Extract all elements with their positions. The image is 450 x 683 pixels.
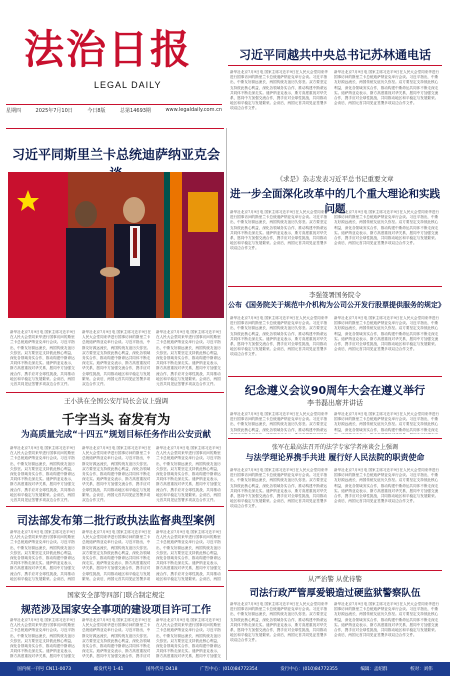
headline-ministry-justice-cases[interactable]: 司法部发布第二批行政执法监督典型案例: [17, 514, 215, 527]
headline-supreme-court[interactable]: 与法学理论界携手共进 履行好人民法院的职责使命: [245, 453, 425, 462]
footer-editor: 编辑：孟绍群: [360, 667, 388, 672]
article-text: 新华社北京7月9日电 国家主席习近平9日在人民大会堂同来华进行国事访问的斯里兰卡总统迪萨纳亚克举行会谈。习近平指出，中斯友好源远流长，两国传统友谊历久弥坚。双方要坚定支持彼此核心利益，深化各领域务实合作，推动构建中斯命运共同体不断走深走实。迪萨纳亚克表示，斯方高度重视对华关系，愿同中方加强交流合作，携手应对全球性挑战，共同推动地区和平稳定与发展繁荣。会谈后，两国元首共同见证签署多项双边合作文件。: [156, 446, 222, 502]
headline-public-security-a[interactable]: 千字当头 奋发有为: [61, 413, 171, 428]
article-text: 新华社北京7月9日电 国家主席习近平9日在人民大会堂同来华进行国事访问的斯里兰卡总统迪萨纳亚克举行会谈。习近平指出，中斯友好源远流长，两国传统友谊历久弥坚。双方要坚定支持彼此核心利益，深化各领域务实合作，推动构建中斯命运共同体不断走深走实。迪萨纳亚克表示，斯方高度重视对华关系，愿同中方加强交流合作，携手应对全球性挑战，共同推动地区和平稳定与发展繁荣。会谈后，两国元首共同见证签署多项双边合作文件。: [82, 330, 152, 387]
article-text: 新华社北京7月9日电 国家主席习近平9日在人民大会堂同来华进行国事访问的斯里兰卡总统迪萨纳亚克举行会谈。习近平指出，中斯友好源远流长，两国传统友谊历久弥坚。双方要坚定支持彼此核心利益，深化各领域务实合作，推动构建中斯命运共同体不断走深走实。迪萨纳亚克表示，斯方高度重视对华关系，愿同中方加强交: [10, 618, 76, 658]
article-text: 新华社北京7月9日电 国家主席习近平9日在人民大会堂同来华进行国事访问的斯里兰卡总统迪萨纳亚克举行会谈。习近平指出，中斯友好源远流长，两国传统友谊历久弥坚。双方要坚定支持彼此核心利益，深化各领域务实合作，推动构建中斯命运: [230, 412, 328, 432]
article-text: 新华社北京7月9日电 国家主席习近平9日在人民大会堂同来华进行国事访问的斯里兰卡总统迪萨纳亚克举行会谈。习近平指出，中斯友好源远流长，两国传统友谊历久弥坚。双方要坚定支持彼此核心利益，深化各领域务实合作，推动构建中斯命运共同体不断走深走实。迪萨纳亚克表示，斯方高度重视对华关系，愿同中方加强交流合作，携手应对全球性挑战，共同推动地区和平稳定与发展繁荣。会谈后，两国元首共同见证签署多项双边合作文件。: [334, 70, 440, 106]
kicker-wang-xiaohong: 王小洪在全国公安厅局长会议上强调: [64, 397, 168, 405]
article-text: 新华社北京7月9日电 国家主席习近平9日在人民大会堂同来华进行国事访问的斯里兰卡总统迪萨纳亚克举行会谈。习近平指出，中斯友好源远流长，两国传统友谊历久弥坚。双方要坚定支持彼此核心利益，深化各领域务实合作，推动构建中斯命运共同体不断走深走实。迪萨纳亚克表示，斯方高度重视对华关系，愿同中方加强交流合作，携手应对全球性挑战，共同推动地区和平稳定与发展繁荣。会谈后，两国元首共同见证签署多项双边合作文件。: [334, 316, 440, 352]
weekday: 星期四: [6, 108, 22, 114]
kicker-state-security: 国家安全部等四部门联合制定规定: [67, 591, 165, 599]
headline-national-security-projects[interactable]: 规范涉及国家安全事项的建设项目许可工作: [21, 605, 211, 616]
headline-qiushi-article[interactable]: 进一步全面深化改革中的几个重大理论和实践问题: [230, 188, 440, 215]
footer-cn: 国内统一刊号 CN11-0073: [17, 667, 72, 672]
kicker-zhang-jun: 张军在最高法召开的法学专家学者座谈会上强调: [271, 444, 398, 451]
article-text: 新华社北京7月9日电 国家主席习近平9日在人民大会堂同来华进行国事访问的斯里兰卡总统迪萨纳亚克举行会谈。习近平指出，中斯友好源远流长，两国传统友谊历久弥坚。双方要坚定支持彼此核心利益，深化各领域务实合作，推动构建中斯命运共同体不断走深走实。迪萨纳亚克表示，斯方高度重视对华关系，愿同中方加强交流合作，携手应对全球性挑战，共同推动地区和平稳定与发展繁荣。会谈后，两国元首共同见证签署多项双边合作文件。: [334, 210, 440, 246]
article-text: 新华社北京7月9日电 国家主席习近平9日在人民大会堂同来华进行国事访问的斯里兰卡总统迪萨纳亚克举行会谈。习近平指出，中斯友好源远流长，两国传统友谊历久弥坚。双方要坚定支持彼此核心利益，深化各领域务实合作，推动构建中斯命运共同体不断走深走实。迪萨纳亚克表示，斯方高度重视对华关系，愿同中方加强交流合作，携手应对: [82, 618, 152, 658]
kicker-li-qiang: 李强签署国务院令: [309, 291, 361, 299]
masthead: [6, 4, 222, 122]
footer-ad: 广告中心：(010)84772354: [200, 667, 258, 672]
footer-proof: 校对：刘伟: [410, 667, 433, 672]
article-text: 新华社北京7月9日电 国家主席习近平9日在人民大会堂同来华进行国事访问的斯里兰卡总统迪萨纳亚克举行会谈。习近平指出，中斯友好源远流长，两国传统友谊历久弥坚。双方要坚定支持彼此核心利益，深化各领域务实合作，推动构建中斯命运共同体不断走深走实。迪萨纳亚克表示，斯方高度重视对华关系，愿同中方加强交流合作，携手应对全球性挑战，共同推动地区和平稳定与发展繁荣。会谈后，两国元首共同见证签署多项双边合作文件。: [230, 316, 328, 357]
article-text: 新华社北京7月9日电 国家主席习近平9日在人民大会堂同来华进行国事访问的斯里兰卡总统迪萨纳亚克举行会谈。习近平指出，中斯友好源远流长，两国传统友谊历久弥坚。双方要坚定支持彼此核心利益，深化各领域务实合作，推动构建中斯命运共同体不断走深走: [334, 412, 440, 432]
article-text: 新华社北京7月9日电 国家主席习近平9日在人民大会堂同来华进行国事访问的斯里兰卡总统迪萨纳亚克举行会谈。习近平指出，中斯友好源远流长，两国传统友谊历久弥坚。双方要坚定支持彼此核心利益，深化各领域务实合作，推动构建中斯命运共同体不断走深走实。迪萨纳亚克表示，斯方高度重视对华关系，愿同中方加强交: [156, 618, 222, 658]
article-text: 新华社北京7月9日电 国家主席习近平9日在人民大会堂同来华进行国事访问的斯里兰卡总统迪萨纳亚克举行会谈。习近平指出，中斯友好源远流长，两国传统友谊历久弥坚。双方要坚定支持彼此核心利益，深化各领域务实合作，推动构建中斯命运共同体不断走深走实。迪萨纳亚克表示，斯方高度重视对华关系，愿同中方加强交流合作，携手应对全球性挑战，共同推动地区和平稳定与发展繁荣。会谈后，两国: [10, 530, 76, 581]
headline-public-security-b[interactable]: 为高质量完成“十四五”规划目标任务作出公安贡献: [21, 430, 211, 440]
subhead-li-shulei: 李书磊出席并讲话: [307, 399, 363, 407]
pages: 今日8版: [87, 108, 106, 114]
headline-xi-vietnam-call[interactable]: 习近平同越共中央总书记苏林通电话: [238, 48, 431, 62]
footer-foreign: 国外代号 D418: [146, 667, 178, 672]
issue-number: 总第14693期: [120, 108, 151, 114]
masthead-info: [6, 104, 222, 116]
article-text: 新华社北京7月9日电 国家主席习近平9日在人民大会堂同来华进行国事访问的斯里兰卡总统迪萨纳亚克举行会谈。习近平指出，中斯友好源远流长，两国传统友谊历久弥坚。双方要坚定支持彼此核心利益，深化各领域务实合作，推动构建中斯命运共同体不断走深走实。迪萨纳亚克表示，斯方高度重视对华关系，愿同中方加强交流合作，携手应对全球性挑战，共同推动地区和平稳定与发展繁荣。会谈后，两国元首共同见证签署多项双边合作文件。: [230, 70, 328, 111]
masthead-english: LEGAL DAILY: [94, 80, 162, 90]
headline-prison-police[interactable]: 司法行政严管厚爱锻造过硬监狱警察队伍: [249, 588, 421, 599]
footer-dist: 发行中心：(010)84772355: [280, 667, 338, 672]
article-text: 新华社北京7月9日电 国家主席习近平9日在人民大会堂同来华进行国事访问的斯里兰卡总统迪萨纳亚克举行会谈。习近平指出，中斯友好源远流长，两国传统友谊历久弥坚。双方要坚定支持彼此核心利益，深化各领域务实合作，推动构建中斯命运共同体不断走深走实。迪萨纳亚克表示，斯方高度重视对华关系，愿同中方加强交流合作，携手应对全球性挑战，共同推动地区和平稳定与发展繁荣。会谈后，两国元首共同见证签署多项双边合作文件。: [230, 602, 328, 643]
photo-illustration: [8, 172, 224, 318]
article-text: 新华社北京7月9日电 国家主席习近平9日在人民大会堂同来华进行国事访问的斯里兰卡总统迪萨纳亚克举行会谈。习近平指出，中斯友好源远流长，两国传统友谊历久弥坚。双方要坚定支持彼此核心利益，深化各领域务实合作，推动构建中斯命运共同体不断走深走实。迪萨纳亚克表示，斯方高度重视对华关系，愿同中方加强交流合作，携手应对全球性挑战，共同推动地区和平稳定与发展繁荣。会谈后，两国元首共同见证签署多项双边合作文件。: [156, 330, 222, 387]
masthead-title: 法治日报: [24, 26, 192, 73]
headline-state-council-order[interactable]: 公布《国务院关于规范中介机构为公司公开发行股票提供服务的规定》: [228, 301, 445, 309]
headline-xi-sri-lanka[interactable]: 习近平同斯里兰卡总统迪萨纳亚克会: [11, 148, 220, 163]
footer-postal: 邮发代号 1-41: [93, 667, 124, 672]
article-text: 新华社北京7月9日电 国家主席习近平9日在人民大会堂同来华进行国事访问的斯里兰卡总统迪萨纳亚克举行会谈。习近平指出，中斯友好源远流长，两国传统友谊历久弥坚。双方要坚定支持彼此核心利益，深化各领域务实合作，推动构建中斯命运共同体不断走深走实。迪萨纳亚克表示，斯方高度重视对华关系，愿同中方加强交流合作，携手应对全球性挑战，共同推动地区和平稳定与发展繁荣。会谈后，两国: [156, 530, 222, 581]
article-text: 新华社北京7月9日电 国家主席习近平9日在人民大会堂同来华进行国事访问的斯里兰卡总统迪萨纳亚克举行会谈。习近平指出，中斯友好源远流长，两国传统友谊历久弥坚。双方要坚定支持彼此核心利益，深化各领域务实合作，推动构建中斯命运共同体不断走深走实。迪萨纳亚克表示，斯方高度重视对华关系，愿同中方加强交流合作，携手应对全球性挑战，共同推动地区和平稳定与发展繁荣。会谈后，两国元首共同见证签署多项双边合作文件。: [10, 330, 76, 387]
kicker-strict-police: 从严治警 从优待警: [307, 575, 363, 583]
article-text: 新华社北京7月9日电 国家主席习近平9日在人民大会堂同来华进行国事访问的斯里兰卡总统迪萨纳亚克举行会谈。习近平指出，中斯友好源远流长，两国传统友谊历久弥坚。双方要坚定支持彼此核心利益，深化各领域务实合作，推动构建中斯命运共同体不断走深走实。迪萨纳亚克表示，斯方高度重视对华关系，愿同中方加强交流合作，携手应对全球性挑战，共同推动地区和平稳定与发展繁荣。会谈后，两国元首共同见证签署多项双边合作文件。: [82, 446, 152, 502]
kicker-qiushi: 《求是》杂志发表习近平总书记重要文章: [276, 175, 394, 183]
website: www.legaldaily.com.cn: [165, 107, 222, 113]
news-photo: [8, 172, 224, 318]
headline-zunyi-conference[interactable]: 纪念遵义会议90周年大会在遵义举行: [244, 384, 426, 397]
date: 2025年7月10日: [35, 108, 73, 114]
article-text: 新华社北京7月9日电 国家主席习近平9日在人民大会堂同来华进行国事访问的斯里兰卡总统迪萨纳亚克举行会谈。习近平指出，中斯友好源远流长，两国传统友谊历久弥坚。双方要坚定支持彼此核心利益，深化各领域务实合作，推动构建中斯命运共同体不断走深走实。迪萨纳亚克表示，斯方高度重视对华关系，愿同中方加强交流合作，携手应对全球性挑战，共同推动地区和平稳定与发展繁荣。会谈后，两国元首共同见证签署多项: [82, 530, 152, 581]
article-text: 新华社北京7月9日电 国家主席习近平9日在人民大会堂同来华进行国事访问的斯里兰卡总统迪萨纳亚克举行会谈。习近平指出，中斯友好源远流长，两国传统友谊历久弥坚。双方要坚定支持彼此核心利益，深化各领域务实合作，推动构建中斯命运共同体不断走深走实。迪萨纳亚克表示，斯方高度重视对华关系，愿同中方加强交流合作，携手应对全球性挑战，共同推动地区和平稳定与发展繁荣。会谈后，两国元首共同见证签署多项双边合作文件。: [230, 210, 328, 251]
article-text: 新华社北京7月9日电 国家主席习近平9日在人民大会堂同来华进行国事访问的斯里兰卡总统迪萨纳亚克举行会谈。习近平指出，中斯友好源远流长，两国传统友谊历久弥坚。双方要坚定支持彼此核心利益，深化各领域务实合作，推动构建中斯命运共同体不断走深走实。迪萨纳亚克表示，斯方高度重视对华关系，愿同中方加强交流合作，携手应对全球性挑战，共同推动地区和平稳定与发展繁荣。会谈后，两国元首共同见证签署多项双边合作文件。: [230, 468, 328, 509]
article-text: 新华社北京7月9日电 国家主席习近平9日在人民大会堂同来华进行国事访问的斯里兰卡总统迪萨纳亚克举行会谈。习近平指出，中斯友好源远流长，两国传统友谊历久弥坚。双方要坚定支持彼此核心利益，深化各领域务实合作，推动构建中斯命运共同体不断走深走实。迪萨纳亚克表示，斯方高度重视对华关系，愿同中方加强交流合作，携手应对全球性挑战，共同推动地区和平稳定与发展繁荣。会谈后，两国元首共同见证签署多项双边合作文件。: [334, 602, 440, 638]
article-text: 新华社北京7月9日电 国家主席习近平9日在人民大会堂同来华进行国事访问的斯里兰卡总统迪萨纳亚克举行会谈。习近平指出，中斯友好源远流长，两国传统友谊历久弥坚。双方要坚定支持彼此核心利益，深化各领域务实合作，推动构建中斯命运共同体不断走深走实。迪萨纳亚克表示，斯方高度重视对华关系，愿同中方加强交流合作，携手应对全球性挑战，共同推动地区和平稳定与发展繁荣。会谈后，两国元首共同见证签署多项双边合作文件。: [10, 446, 76, 502]
footer-bar: [0, 662, 450, 676]
article-text: 新华社北京7月9日电 国家主席习近平9日在人民大会堂同来华进行国事访问的斯里兰卡总统迪萨纳亚克举行会谈。习近平指出，中斯友好源远流长，两国传统友谊历久弥坚。双方要坚定支持彼此核心利益，深化各领域务实合作，推动构建中斯命运共同体不断走深走实。迪萨纳亚克表示，斯方高度重视对华关系，愿同中方加强交流合作，携手应对全球性挑战，共同推动地区和平稳定与发展繁荣。会谈后，两国元首共同见证签署多项双边合作文件。: [334, 468, 440, 504]
